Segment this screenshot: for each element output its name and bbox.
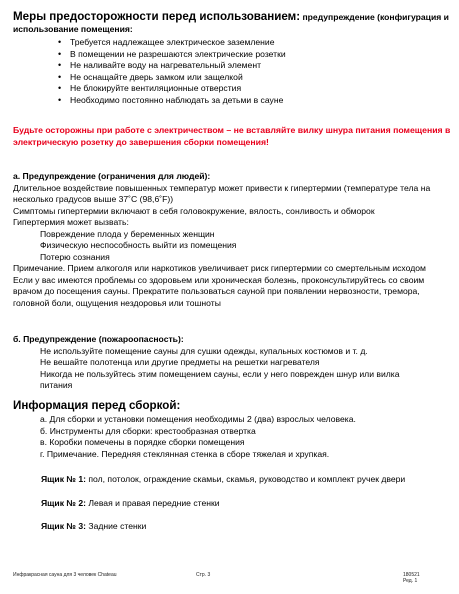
precautions-subtitle: предупреждение (конфигурация и использование помещения: <box>13 12 449 34</box>
assembly-list <box>13 414 453 460</box>
list-item: • Необходимо постоянно наблюдать за детьми в сауне <box>58 95 286 107</box>
list-item: а. Для сборки и установки помещения необходимы 2 (два) взрослых человека. <box>40 414 356 424</box>
list-item: • В помещении не разрешаются электрические розетки <box>58 49 286 61</box>
precautions-title: Меры предосторожности перед использованием: <box>13 10 301 23</box>
precautions-heading <box>13 11 453 35</box>
footer-document-title: Инфракрасная сауна для 3 человек Chateau <box>13 572 117 578</box>
precautions-list <box>58 37 286 106</box>
list-item: Не вешайте полотенца или другие предметы на решетки нагревателя <box>40 357 320 367</box>
section-a-note: Примечание. Прием алкоголя или наркотиков увеличивает риск гипертермии со смертельным исходом <box>13 263 426 273</box>
section-b <box>13 334 453 392</box>
box-2-label: Ящик № 2: <box>41 498 87 508</box>
list-item: Повреждение плода у беременных женщин <box>40 228 215 239</box>
section-a-paragraph: Если у вас имеются проблемы со здоровьем или хроническая болезнь, проконсультируйтесь со своим врачом до посещения сауны. Прекратите пользоваться сауной при появлении нервозности, тремора, головной боли, ощущения нездоровья или тошноты <box>13 274 425 308</box>
assembly-title: Информация перед сборкой: <box>13 399 181 412</box>
list-item: • Не наливайте воду на нагревательный элемент <box>58 60 286 72</box>
box-3-label: Ящик № 3: <box>41 521 87 531</box>
electrical-warning: Будьте осторожны при работе с электричеством – не вставляйте вилку шнура питания помещения в электрическую розетку до завершения сборки помещения! <box>13 125 451 147</box>
box-2-line <box>41 498 220 508</box>
list-item: г. Примечание. Передняя стеклянная стенка в сборе тяжелая и хрупкая. <box>40 448 330 459</box>
section-b-title: б. Предупреждение (пожароопасность): <box>13 334 184 344</box>
section-a-paragraph: Симптомы гипертермии включают в себя головокружение, вялость, сонливость и обморок <box>13 205 375 216</box>
box-1-contents: пол, потолок, ограждение скамьи, скамья, руководство и комплект ручек двери <box>86 474 406 484</box>
footer-date-code: 180521 <box>403 572 420 578</box>
list-item: б. Инструменты для сборки: крестообразная отвертка <box>40 425 256 436</box>
footer-revision <box>403 572 420 584</box>
list-item: Физическую неспособность выйти из помещения <box>40 240 237 250</box>
box-1-label: Ящик № 1: <box>41 474 87 484</box>
list-item: Потерю сознания <box>40 251 110 262</box>
section-a-paragraph: Гипертермия может вызвать: <box>13 217 129 227</box>
section-a-paragraph: Длительное воздействие повышенных температур может привести к гипертермии (температуре тела на несколько градусов выше 37˚C (98,6˚F)) <box>13 182 431 204</box>
list-item: Никогда не пользуйтесь этим помещением сауны, если у него поврежден шнур или вилка питания <box>40 368 400 390</box>
footer-revision-number: Ред. 1 <box>403 578 418 584</box>
box-3-line <box>41 521 146 531</box>
list-item: • Не блокируйте вентиляционные отверстия <box>58 83 286 95</box>
list-item: • Не оснащайте дверь замком или защелкой <box>58 72 286 84</box>
section-a <box>13 171 453 309</box>
list-item: в. Коробки помечены в порядке сборки помещения <box>40 437 245 447</box>
box-2-contents: Левая и правая передние стенки <box>86 498 220 508</box>
footer-page-number: Стр. 3 <box>196 572 211 578</box>
list-item: • Требуется надлежащее электрическое заземление <box>58 37 286 49</box>
box-1-line <box>41 474 405 484</box>
section-a-title: а. Предупреждение (ограничения для людей): <box>13 171 211 181</box>
list-item: Не используйте помещение сауны для сушки одежды, купальных костюмов и т. д. <box>40 345 368 356</box>
box-3-contents: Задние стенки <box>86 521 147 531</box>
